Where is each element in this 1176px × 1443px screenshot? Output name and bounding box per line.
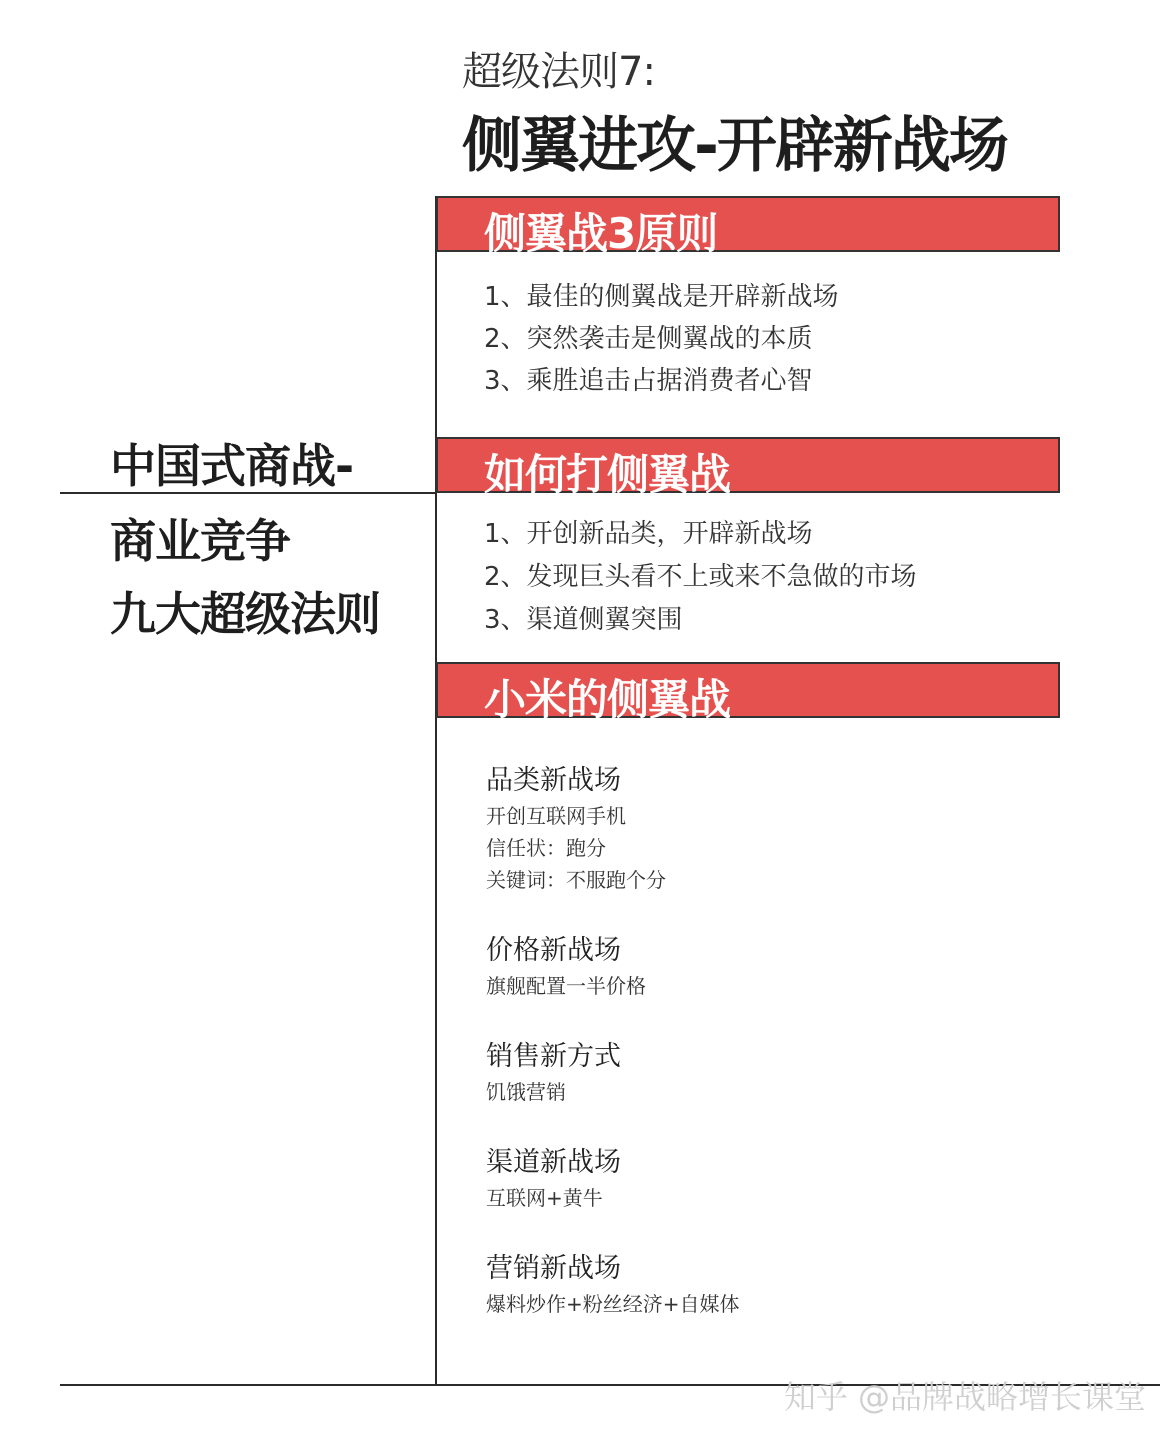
category-line: 信任状：跑分 <box>486 836 606 860</box>
section-heading-text: 侧翼战3原则 <box>484 209 718 258</box>
list-item: 1、开创新品类，开辟新战场 <box>484 519 813 549</box>
list-item: 3、渠道侧翼突围 <box>484 605 683 635</box>
category-title: 销售新方式 <box>486 1041 621 1072</box>
section-heading-text: 如何打侧翼战 <box>484 450 731 499</box>
list-item: 2、突然袭击是侧翼战的本质 <box>484 324 813 354</box>
category-line: 开创互联网手机 <box>486 804 626 828</box>
watermark: 知乎 @品牌战略增长课堂 <box>783 1378 1146 1416</box>
list-item: 3、乘胜追击占据消费者心智 <box>484 366 813 396</box>
category-line: 旗舰配置一半价格 <box>486 974 646 998</box>
page-title: 侧翼进攻-开辟新战场 <box>462 111 1007 181</box>
section-heading-text: 小米的侧翼战 <box>484 675 731 724</box>
page-subtitle: 超级法则7: <box>462 49 655 95</box>
section-heading-bar-xiaomi <box>436 662 1060 724</box>
category-title: 渠道新战场 <box>486 1147 621 1178</box>
list-item: 2、发现巨头看不上或来不急做的市场 <box>484 562 917 592</box>
category-title: 价格新战场 <box>486 935 621 966</box>
category-line: 互联网+黄牛 <box>486 1186 603 1210</box>
category-title: 品类新战场 <box>486 765 621 796</box>
category-line: 关键词：不服跑个分 <box>486 868 666 892</box>
section-heading-bar-principles <box>436 196 1060 258</box>
side-title-line-3: 九大超级法则 <box>110 587 380 641</box>
side-title-line-2: 商业竞争 <box>110 514 290 568</box>
side-title-line-1: 中国式商战- <box>110 439 354 493</box>
list-item: 1、最佳的侧翼战是开辟新战场 <box>484 282 839 312</box>
category-line: 爆料炒作+粉丝经济+自媒体 <box>486 1292 740 1316</box>
category-line: 饥饿营销 <box>486 1080 566 1104</box>
section-heading-bar-how <box>436 437 1060 499</box>
vertical-divider <box>435 196 437 1386</box>
category-title: 营销新战场 <box>486 1253 621 1284</box>
